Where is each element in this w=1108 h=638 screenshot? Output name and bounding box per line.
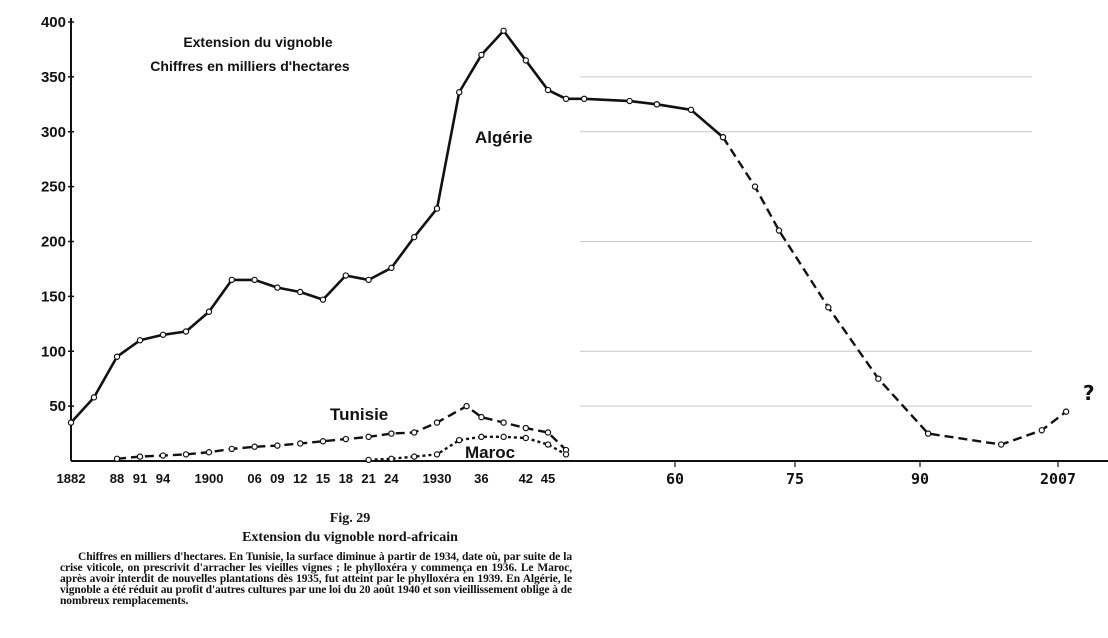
data-point [1039,428,1044,433]
data-point [389,431,394,436]
y-tick-label: 350 [40,68,66,86]
data-point [252,444,257,449]
chart-title-line-1: Extension du vignoble [183,34,333,50]
x-tick-label: 24 [384,471,399,486]
question-mark: ? [1083,381,1095,405]
data-point [183,329,188,334]
data-point [826,305,831,310]
series-label-algerie: Algérie [475,128,533,147]
data-point [320,439,325,444]
data-point [752,184,757,189]
data-point [206,309,211,314]
data-point [464,404,469,409]
x-tick-label: 15 [315,471,331,486]
y-tick-label: 100 [40,343,66,361]
data-point [343,273,348,278]
data-point [412,430,417,435]
data-point [523,58,528,63]
data-point [252,277,257,282]
x-tick-label: 12 [292,471,308,486]
data-point [275,285,280,290]
data-point [206,450,211,455]
x-tick-label: 06 [247,471,262,486]
y-tick-label: 200 [40,233,66,251]
data-point [523,425,528,430]
series-label-maroc: Maroc [465,443,516,462]
data-point [999,442,1004,447]
figure-number: Fig. 29 [329,511,371,526]
data-point [479,52,484,57]
data-point [545,430,550,435]
data-point [501,434,506,439]
data-point [434,206,439,211]
data-point [582,96,587,101]
data-point [229,277,234,282]
data-point [627,98,632,103]
data-point [183,452,188,457]
data-point [479,434,484,439]
data-point [160,332,165,337]
y-tick-label: 50 [49,398,66,416]
x-tick-label: 45 [540,471,556,486]
data-point [926,431,931,436]
x-tick-label: 42 [518,471,534,486]
x-tick-label: 91 [132,471,148,486]
data-point [501,28,506,33]
data-point [720,135,725,140]
data-point [298,441,303,446]
data-point [876,376,881,381]
data-point [389,265,394,270]
x-tick-label-handwritten: 75 [785,470,805,488]
series-layer [68,28,1068,462]
data-point [137,338,142,343]
data-point [229,446,234,451]
data-point [563,452,568,457]
data-point [91,395,96,400]
axes [71,18,1108,461]
data-point [298,289,303,294]
series-2 [720,135,1068,448]
x-tick-label: 36 [474,471,489,486]
data-point [343,436,348,441]
data-point [412,235,417,240]
x-tick-label: 21 [361,471,376,486]
data-point [114,456,119,461]
series-label-tunisie: Tunisie [330,405,389,424]
data-point [1064,409,1069,414]
figure-title: Extension du vignoble nord-africain [242,530,458,545]
data-point [523,435,528,440]
chart-title [150,34,350,74]
series-line [723,137,1066,444]
x-tick-label: 1900 [194,471,224,486]
data-point [457,438,462,443]
figure-caption [60,511,580,607]
data-point [366,457,371,462]
data-point [434,452,439,457]
data-point [412,454,417,459]
series-1 [654,102,725,140]
data-point [545,87,550,92]
data-point [688,107,693,112]
data-point [366,277,371,282]
x-tick-label: 09 [270,471,285,486]
figure-caption-text: Chiffres en milliers d'hectares. En Tunisie, la surface diminue à partir de 1934, date où, par suite de la crise viticole, on prescrivit d'arracher les vieilles vignes ; le phylloxéra y commença en 1936. Le Maroc, après avoir interdit de nouvelles plantations dès 1935, fut atteint par le phylloxéra en 1939. En Algérie, le vignoble a été réduit au profit d'autres cultures par une loi du 20 août 1940 et son vieillissement oblige à de nombreux remplacements. [60,551,572,607]
data-point [114,354,119,359]
data-point [479,415,484,420]
x-tick-label-handwritten: 90 [910,470,930,488]
x-axis-ticks [57,461,1077,488]
series-line [71,31,657,423]
x-tick-label: 88 [109,471,125,486]
data-point [434,420,439,425]
data-point [320,297,325,302]
data-point [366,434,371,439]
data-point [545,442,550,447]
data-point [563,96,568,101]
data-point [275,443,280,448]
data-point [654,102,659,107]
y-axis-ticks [41,14,74,415]
series-0 [68,28,659,425]
data-point [160,453,165,458]
y-tick-label: 300 [40,123,66,141]
y-tick-label: 150 [40,288,66,306]
x-tick-label: 1882 [56,471,86,486]
y-tick-label: 250 [40,178,66,196]
data-point [501,420,506,425]
data-point [776,228,781,233]
gridlines [580,77,1032,406]
data-point [68,420,73,425]
y-tick-label: 400 [40,14,66,31]
data-point [389,456,394,461]
x-tick-label: 1930 [422,471,452,486]
x-tick-label: 94 [155,471,171,486]
data-point [137,454,142,459]
x-tick-label-handwritten: 60 [665,470,685,488]
data-point [457,90,462,95]
x-tick-label-handwritten: 2007 [1039,470,1077,488]
chart-title-line-2: Chiffres en milliers d'hectares [150,58,350,74]
x-tick-label: 18 [338,471,354,486]
